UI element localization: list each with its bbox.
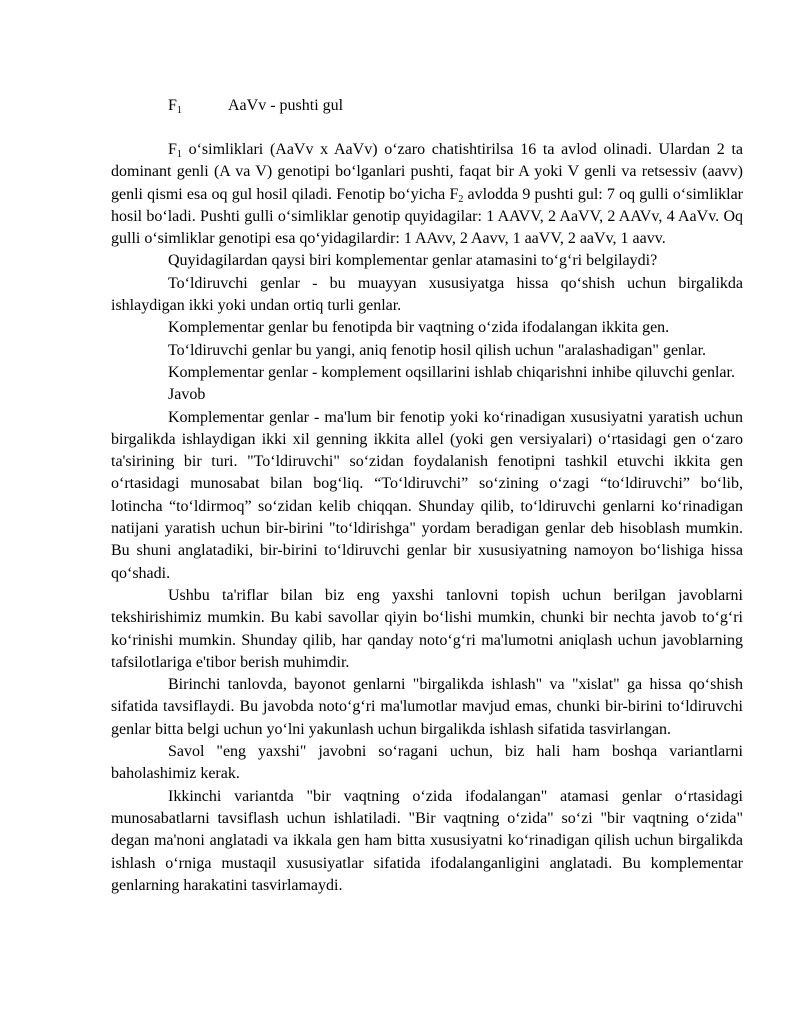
paragraph-first-choice: Birinchi tanlovda, bayonot genlarni "birgalikda ishlash" va "xislat" ga hissa qo‘shish sifatida tavsiflaydi. Bu javobda noto‘g‘ri ma'lumotlar mavjud emas, chunki bir-birini to‘ldiruvchi genlar bitta belgi uchun yo‘lni yakunlash uchun birgalikda ishlash sifatida tasvirlangan.: [111, 676, 743, 738]
generation-label: $F_1$: [168, 97, 182, 116]
paragraph-second-choice: Ikkinchi variantda "bir vaqtning o‘zida ifodalangan" atamasi genlar o‘rtasidagi munosabatlarni tavsiflash uchun ishlatiladi. "Bir vaqtning o‘zida" so‘zi "bir vaqtning o‘zida" degan ma'noni anglatadi va ikkala gen ham bitta xususiyatni ko‘rinadigan qilish uchun birgalikda ishlash o‘rniga mustaqil xususiyatlar sifatida ifodalanganligini anglatadi. Bu komplementar genlarning harakatini tasvirlamaydi.: [111, 787, 743, 894]
answer-option-3: To‘ldiruvchi genlar bu yangi, aniq fenotip hosil qilish uchun "aralashadigan" genlar.: [168, 341, 707, 359]
paragraph-evaluation: Ushbu ta'riflar bilan biz eng yaxshi tanlovni topish uchun berilgan javoblarni tekshirishimiz mumkin. Bu kabi savollar qiyin bo‘lishi mumkin, chunki bir nechta javob to‘g‘ri ko‘rinishi mumkin. Shunday qilib, har qanday noto‘g‘ri ma'lumotni aniqlash uchun javoblarning tafsilotlariga e'tibor berish muhimdir.: [111, 586, 743, 671]
genotype-heading: [111, 95, 743, 117]
question-text: Quyidagilardan qaysi biri komplementar genlar atamasini to‘g‘ri belgilaydi?: [168, 252, 658, 270]
answer-heading: Javob: [168, 386, 206, 404]
paragraph-definition: Komplementar genlar - ma'lum bir fenotip yoki ko‘rinadigan xususiyatni yaratish uchun birgalikda ishlaydigan ikki xil genning ikkita allel (yoki gen versiyalari) o‘rtasidagi gen o‘zaro ta'sirining bir turi. "To‘ldiruvchi" so‘zidan foydalanish fenotipni tashkil etuvchi ikkita gen o‘rtasidagi munosabat bilan bog‘liq. “To‘ldiruvchi” so‘zining o‘zagi “to‘ldiruvchi” bo‘lib, lotincha “to‘ldirmoq” so‘zidan kelib chiqqan. Shunday qilib, to‘ldiruvchi genlarni ko‘rinadigan natijani yaratish uchun bir-birini "to‘ldirishga" yordam beradigan genlar deb hisoblash mumkin. Bu shuni anglatadiki, bir-birini to‘ldiruvchi genlar bir xususiyatning namoyon bo‘lishiga hissa qo‘shadi.: [111, 408, 743, 582]
answer-option-2: Komplementar genlar bu fenotipda bir vaqtning o‘zida ifodalangan ikkita gen.: [168, 319, 670, 337]
paragraph-best-answer: Savol "eng yaxshi" javobni so‘ragani uchun, biz hali ham boshqa variantlarni baholashimiz kerak.: [111, 743, 743, 783]
answer-option-1: To‘ldiruvchi genlar - bu muayyan xususiyatga hissa qo‘shish uchun birgalikda ishlaydigan ikki yoki undan ortiq turli genlar.: [111, 274, 743, 315]
genotype-phenotype-text: AaVv - pushti gul: [228, 97, 344, 114]
paragraph-cross-description: $F_1$ o‘simliklari (AaVv x AaVv) o‘zaro chatishtirilsa 16 ta avlod olinadi. Ulardan 2 ta dominant genli (A va V) genotipi bo‘lganlari pushti, faqat bir A yoki V genli va retsessiv (aavv) genli qismi esa oq gul hosil qiladi. Fenotip bo‘yicha $F_2$ avlodda 9 pushti gul: 7 oq gulli o‘simliklar hosil bo‘ladi. Pushti gulli o‘simliklar genotip quyidagilar: 1 AAVV, 2 AaVV, 2 AAVv, 4 AaVv. Oq gulli o‘simliklar genotipi esa qo‘yidagilardir: 1 AAvv, 2 Aavv, 1 aaVV, 2 aaVv, 1 aavv.: [111, 141, 744, 248]
answer-option-4: Komplementar genlar - komplement oqsillarini ishlab chiqarishni inhibe qiluvchi genlar.: [168, 363, 735, 381]
document-body: [111, 95, 743, 897]
